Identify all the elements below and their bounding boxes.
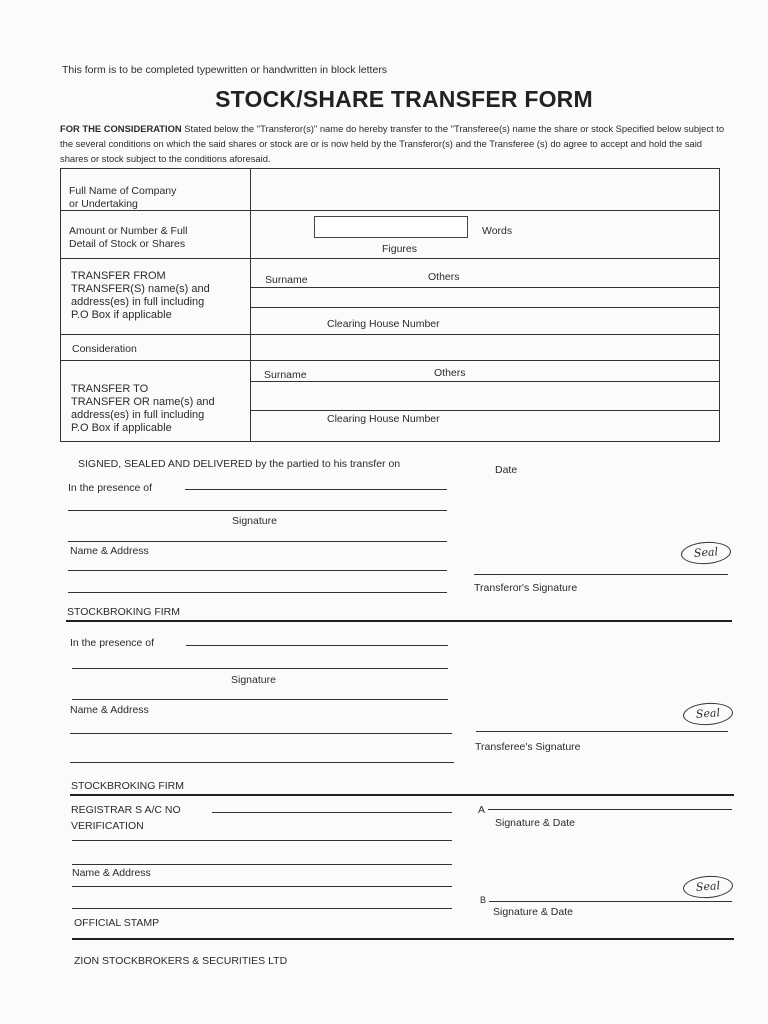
company-label-line1: Full Name of Company [69,185,177,197]
transfer-from-line3: address(es) in full including [71,296,205,308]
address-line[interactable] [72,886,452,887]
figures-label: Figures [382,243,418,255]
row-line [250,307,720,308]
transfer-to-label [71,383,215,435]
address-line[interactable] [68,570,447,571]
signature-b-line[interactable] [489,901,732,902]
name-address-label: Name & Address [70,704,149,716]
seal-stamp: Seal [682,701,733,726]
intro-bold: FOR THE CONSIDERATION [60,123,182,134]
section-divider [66,620,732,622]
transferee-signature-line[interactable] [476,731,728,732]
section-divider [72,938,734,940]
transfer-from-line4: P.O Box if applicable [71,309,172,321]
company-label-line2: or Undertaking [69,197,138,210]
transfer-from-line1: TRANSFER FROM [71,270,166,282]
from-clearing-label: Clearing House Number [327,318,440,330]
signature-line[interactable] [68,510,447,511]
to-clearing-label: Clearing House Number [327,413,440,425]
transfer-from-line2: TRANSFER(S) name(s) and [71,283,210,295]
registrar-acno-line[interactable] [212,812,452,813]
stockbroking-firm-label: STOCKBROKING FIRM [71,780,184,792]
transferor-signature-line[interactable] [474,574,728,575]
amount-label-line1: Amount or Number & Full [69,225,188,237]
figures-field[interactable] [314,216,468,238]
from-others-label: Others [428,271,460,283]
from-surname-label: Surname [265,274,308,286]
intro-paragraph [60,121,730,166]
date-label: Date [495,464,518,476]
transfer-to-line3: address(es) in full including [71,409,205,421]
row-line [60,334,720,335]
verification-label: VERIFICATION [71,820,144,832]
name-address-top-line [72,699,448,700]
seal-stamp: Seal [682,874,733,899]
form-title: STOCK/SHARE TRANSFER FORM [215,86,593,112]
row-line [60,258,720,259]
table-border-top [60,168,720,169]
verification-line[interactable] [72,864,452,865]
to-others-label: Others [434,367,466,379]
words-label: Words [482,225,513,237]
seal-stamp: Seal [680,540,731,565]
transfer-to-line2: TRANSFER OR name(s) and [71,396,215,408]
signature-line[interactable] [72,668,448,669]
instruction-note: This form is to be completed typewritten or handwritten in block letters [62,64,388,76]
address-line[interactable] [68,592,447,593]
signature-a-line[interactable] [488,809,732,810]
transfer-to-line4: P.O Box if applicable [71,422,172,434]
amount-label [69,225,187,250]
intro-text: Stated below the "Transferor(s)" name do hereby transfer to the "Transferee(s) name the share or stock Specified below subject to the several conditions on which the said shares or stock are or is now held by the Transferor(s) and the Transferee (s) do agree to accept and hold the said shares or stock subject to the conditions aforesaid. [60,123,725,164]
signature-b-label: Signature & Date [493,906,573,918]
consideration-label: Consideration [72,343,137,355]
row-line [250,381,720,382]
signed-sealed-text: SIGNED, SEALED AND DELIVERED by the partied to his transfer on [78,458,401,470]
row-line [60,210,720,211]
row-line [250,287,720,288]
name-address-label: Name & Address [72,867,151,879]
presence-label: In the presence of [68,482,153,494]
company-name-field[interactable] [252,170,718,209]
transferee-signature-label: Transferee's Signature [475,741,581,753]
signature-label: Signature [231,674,276,686]
address-line[interactable] [70,762,454,763]
footer-company-name: ZION STOCKBROKERS & SECURITIES LTD [74,955,288,967]
presence-label: In the presence of [70,637,155,649]
registrar-acno-label: REGISTRAR S A/C NO [71,804,181,816]
official-stamp-label: OFFICIAL STAMP [74,917,160,929]
amount-label-line2: Detail of Stock or Shares [69,237,186,250]
consideration-field[interactable] [252,336,718,359]
verification-line[interactable] [72,840,452,841]
address-line[interactable] [72,908,452,909]
row-line [250,410,720,411]
signature-a-label: Signature & Date [495,817,575,829]
transfer-to-line1: TRANSFER TO [71,383,149,395]
address-line[interactable] [70,733,452,734]
signature-label: Signature [232,515,277,527]
presence-line[interactable] [185,489,447,490]
name-address-label: Name & Address [70,545,149,557]
section-divider [70,794,734,796]
table-border-bottom [60,441,720,442]
presence-line[interactable] [186,645,448,646]
name-address-top-line [68,541,447,542]
transferor-signature-label: Transferor's Signature [474,582,578,594]
stockbroking-firm-label: STOCKBROKING FIRM [67,606,180,618]
to-surname-label: Surname [264,369,307,381]
signature-a-marker: A [478,804,486,816]
transfer-from-label [71,270,210,322]
row-line [60,360,720,361]
company-label [69,185,176,210]
signature-b-marker: B [480,895,487,905]
